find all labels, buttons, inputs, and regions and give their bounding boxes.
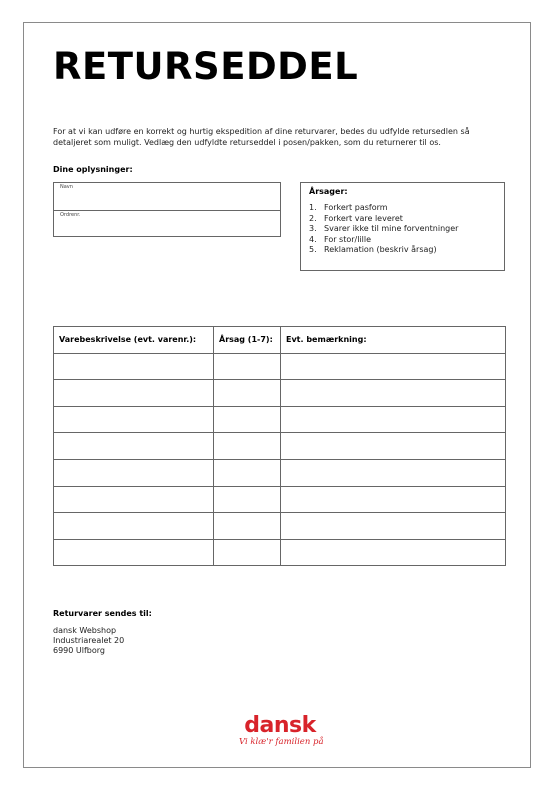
info-heading: Dine oplysninger: [53,165,133,174]
reason-number: 5. [309,245,317,254]
reason-number: 2. [309,213,317,223]
reason-item [309,203,496,214]
reasons-box [300,182,505,271]
return-address-heading: Returvarer sendes til: [53,609,152,618]
remark-cell[interactable] [281,353,506,380]
reason-item [309,224,496,235]
remark-cell[interactable] [281,433,506,460]
name-field-label: Navn [60,184,73,190]
table-header-row [54,327,506,354]
table-row [54,459,506,486]
reasons-title: Årsager: [309,187,348,196]
description-cell[interactable] [54,380,214,407]
table-row [54,406,506,433]
description-cell[interactable] [54,433,214,460]
order-field-row [54,210,280,237]
customer-info-box [53,182,281,237]
reason-item [309,235,496,246]
page-title: RETURSEDDEL [53,45,359,88]
remark-cell[interactable] [281,486,506,513]
column-header-reason: Årsag (1-7): [214,327,281,354]
remark-cell[interactable] [281,513,506,540]
address-city: 6990 Ulfborg [53,646,105,655]
table-row [54,380,506,407]
reason-cell[interactable] [214,513,281,540]
description-cell[interactable] [54,513,214,540]
logo-wordmark: dansk [244,713,316,738]
remark-cell[interactable] [281,539,506,566]
name-field[interactable] [58,191,276,208]
reason-cell[interactable] [214,353,281,380]
return-items-table [53,326,506,566]
name-field-row [54,183,280,210]
reason-text: Forkert vare leveret [324,213,403,223]
description-cell[interactable] [54,486,214,513]
description-cell[interactable] [54,353,214,380]
description-cell[interactable] [54,539,214,566]
address-street: Industriarealet 20 [53,636,125,645]
reason-item [309,214,496,225]
table-row [54,353,506,380]
reason-cell[interactable] [214,406,281,433]
description-cell[interactable] [54,459,214,486]
order-number-field[interactable] [58,219,276,235]
column-header-description: Varebeskrivelse (evt. varenr.): [54,327,214,354]
dansk-logo [239,713,324,747]
remark-cell[interactable] [281,380,506,407]
reason-cell[interactable] [214,539,281,566]
table-row [54,513,506,540]
reason-number: 3. [309,224,317,233]
reasons-list [309,203,496,256]
intro-text: For at vi kan udføre en korrekt og hurtig ekspedition af dine returvarer, bedes du udfylde retursedlen så detaljeret som muligt. Vedlæg den udfyldte returseddel i posen/pakken, som du returnerer til os. [53,127,470,147]
reason-number: 4. [309,234,317,244]
remark-cell[interactable] [281,406,506,433]
table-row [54,539,506,566]
reason-item [309,245,496,256]
reason-number: 1. [309,203,317,212]
reason-cell[interactable] [214,380,281,407]
table-row [54,433,506,460]
reason-cell[interactable] [214,486,281,513]
logo-tagline: Vi klæ'r familien på [239,737,324,747]
reason-cell[interactable] [214,433,281,460]
reason-text: Svarer ikke til mine forventninger [324,224,459,233]
column-header-remark: Evt. bemærkning: [281,327,506,354]
reason-text: For stor/lille [324,234,372,244]
reason-text: Reklamation (beskriv årsag) [324,245,437,254]
description-cell[interactable] [54,406,214,433]
remark-cell[interactable] [281,459,506,486]
address-company: dansk Webshop [53,626,117,635]
order-field-label: Ordrenr. [60,212,81,218]
reason-text: Forkert pasform [324,203,388,212]
table-row [54,486,506,513]
return-address [53,626,124,656]
reason-cell[interactable] [214,459,281,486]
